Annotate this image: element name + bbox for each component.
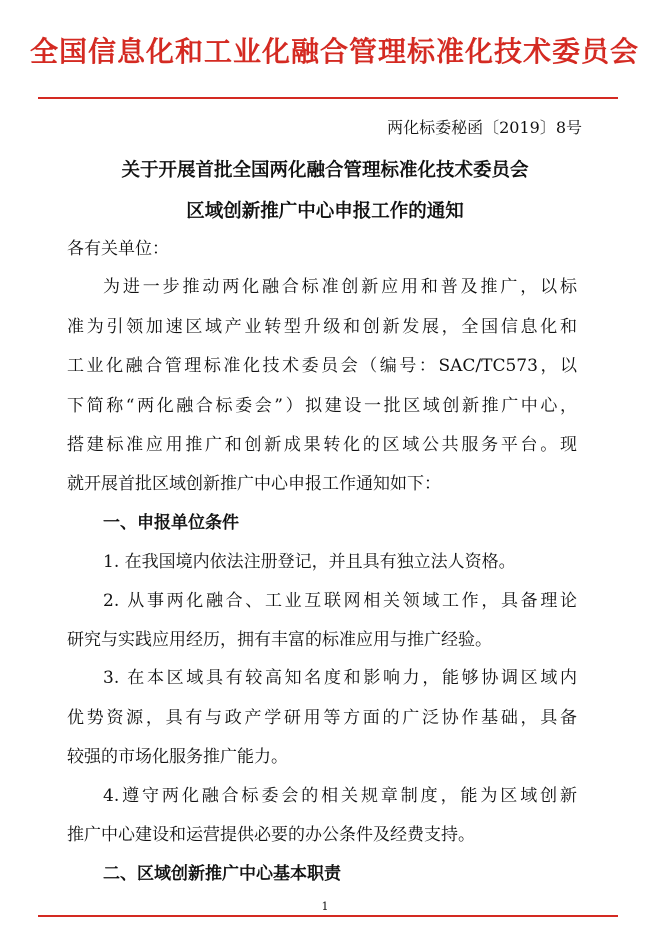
intro-paragraph-line: 就开展首批区域创新推广中心申报工作通知如下：: [67, 474, 441, 494]
intro-paragraph-line: 下简称“两化融合标委会”）拟建设一批区域创新推广中心，: [67, 396, 577, 416]
footer-red-rule: [38, 915, 618, 917]
condition-item-1: 1. 在我国境内依法注册登记，并且具有独立法人资格。: [103, 552, 516, 572]
page-number: 1: [321, 900, 329, 913]
condition-item-3-line: 优势资源，具有与政产学研用等方面的广泛协作基础，具备: [67, 708, 577, 728]
intro-paragraph-line: 搭建标准应用推广和创新成果转化的区域公共服务平台。现: [67, 435, 577, 455]
header-red-rule: [38, 97, 618, 99]
document-title-line-2: 区域创新推广中心申报工作的通知: [186, 201, 464, 222]
condition-item-2-line: 研究与实践应用经历，拥有丰富的标准应用与推广经验。: [67, 630, 492, 650]
condition-item-4-line: 推广中心建设和运营提供必要的办公条件及经费支持。: [67, 825, 475, 845]
organization-header: 全国信息化和工业化融合管理标准化技术委员会: [30, 35, 640, 68]
condition-item-4-line: 4.遵守两化融合标委会的相关规章制度，能为区域创新: [103, 786, 577, 806]
condition-item-2-line: 2. 从事两化融合、工业互联网相关领域工作，具备理论: [103, 591, 577, 611]
condition-item-3-line: 3. 在本区域具有较高知名度和影响力，能够协调区域内: [103, 668, 577, 688]
section-heading-2: 二、区域创新推广中心基本职责: [103, 864, 341, 884]
salutation: 各有关单位：: [67, 239, 169, 259]
intro-paragraph-line: 准为引领加速区域产业转型升级和创新发展，全国信息化和: [67, 317, 577, 337]
intro-paragraph-line: 工业化融合管理标准化技术委员会（编号：SAC/TC573，以: [67, 356, 577, 376]
condition-item-3-line: 较强的市场化服务推广能力。: [67, 747, 288, 767]
section-heading-1: 一、申报单位条件: [103, 513, 239, 533]
intro-paragraph-line: 为进一步推动两化融合标准创新应用和普及推广，以标: [103, 277, 577, 297]
document-number: 两化标委秘函〔2019〕8号: [387, 118, 582, 137]
document-title-line-1: 关于开展首批全国两化融合管理标准化技术委员会: [121, 160, 529, 181]
